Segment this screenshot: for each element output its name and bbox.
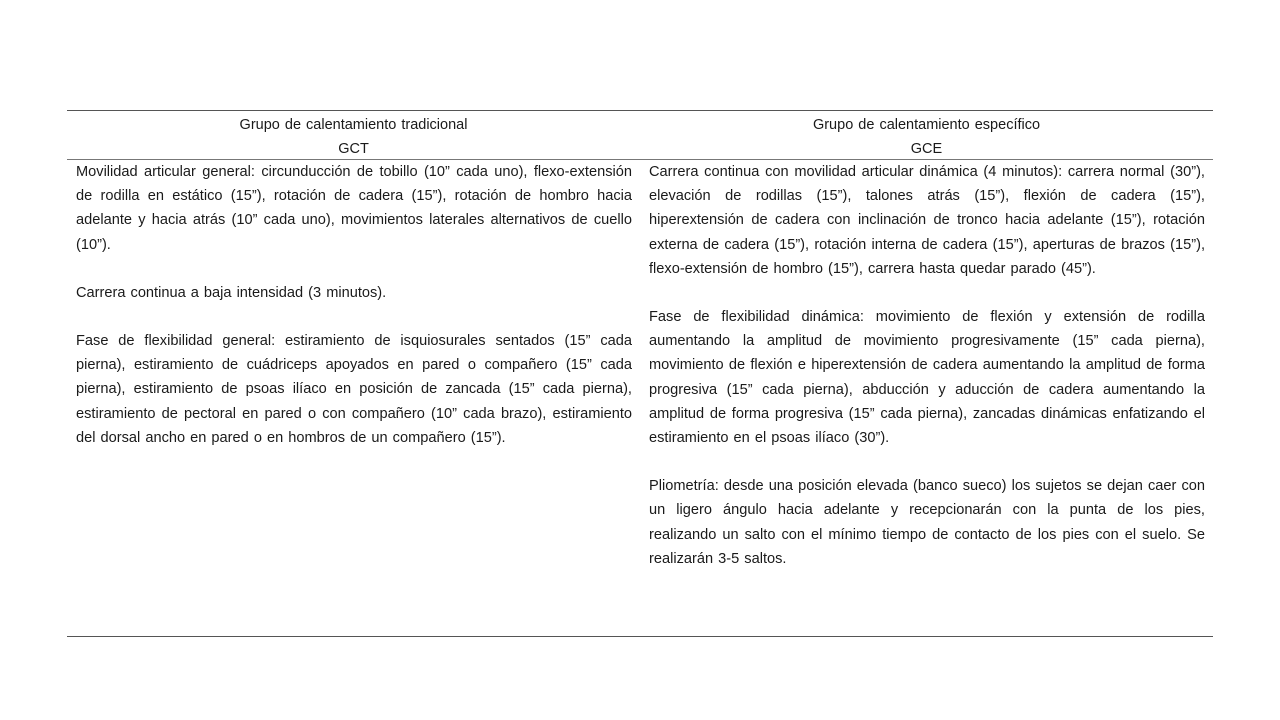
table-body-row: [67, 160, 1213, 595]
header-gct-title: Grupo de calentamiento tradicional: [239, 117, 468, 133]
gce-column: [640, 160, 1213, 595]
gce-paragraph-dynamic-running: Carrera continua con movilidad articular dinámica (4 minutos): carrera normal (30”), elevación de rodillas (15”), talones atrás (15”), flexión de cadera (15”), hiperextensión de cadera con inclinación de tronco hacia adelante (15”), rotación externa de cadera (15”), rotación interna de cadera (15”), aperturas de brazos (15”), flexo-extensión de hombro (15”), carrera hasta quedar parado (45”).: [649, 164, 1205, 277]
gce-paragraph-plyometrics: Pliometría: desde una posición elevada (banco sueco) los sujetos se dejan caer con un ligero ángulo hacia adelante y recepcionarán con la punta de los pies, realizando un salto con el mínimo tiempo de contacto de los pies con el suelo. Se realizarán 3-5 saltos.: [649, 478, 1205, 567]
table-header-row: [67, 111, 1213, 160]
header-gce: [640, 111, 1213, 159]
header-gce-title: Grupo de calentamiento específico: [812, 117, 1041, 133]
warmup-protocol-table: [67, 110, 1213, 637]
gce-paragraph-dynamic-flexibility: Fase de flexibilidad dinámica: movimiento de flexión y extensión de rodilla aumentando la amplitud de movimiento progresivamente (15” cada pierna), movimiento de flexión e hiperextensión de cadera aumentando la amplitud de forma progresiva (15” cada pierna), abducción y aducción de cadera aumentando la amplitud de forma progresiva (15” cada pierna), zancadas dinámicas enfatizando el estiramiento en el psoas ilíaco (30”).: [649, 309, 1205, 447]
header-gct: [67, 111, 640, 159]
gct-paragraph-flexibility: Fase de flexibilidad general: estiramiento de isquiosurales sentados (15” cada pierna), estiramiento de cuádriceps apoyados en pared o compañero (15” cada pierna), estiramiento de psoas ilíaco en posición de zancada (15” cada pierna), estiramiento de pectoral en pared o con compañero (10” cada brazo), estiramiento del dorsal ancho en pared o en hombros de un compañero (15”).: [76, 333, 632, 446]
gct-column: [67, 160, 640, 595]
gct-paragraph-joint-mobility: Movilidad articular general: circunducción de tobillo (10” cada uno), flexo-extensión de rodilla en estático (15”), rotación de cadera (15”), rotación de hombro hacia adelante y hacia atrás (10” cada uno), movimientos laterales alternativos de cuello (10”).: [76, 164, 632, 253]
gct-paragraph-running: Carrera continua a baja intensidad (3 minutos).: [76, 284, 387, 301]
header-gce-code: GCE: [910, 141, 943, 157]
header-gct-code: GCT: [338, 141, 369, 157]
